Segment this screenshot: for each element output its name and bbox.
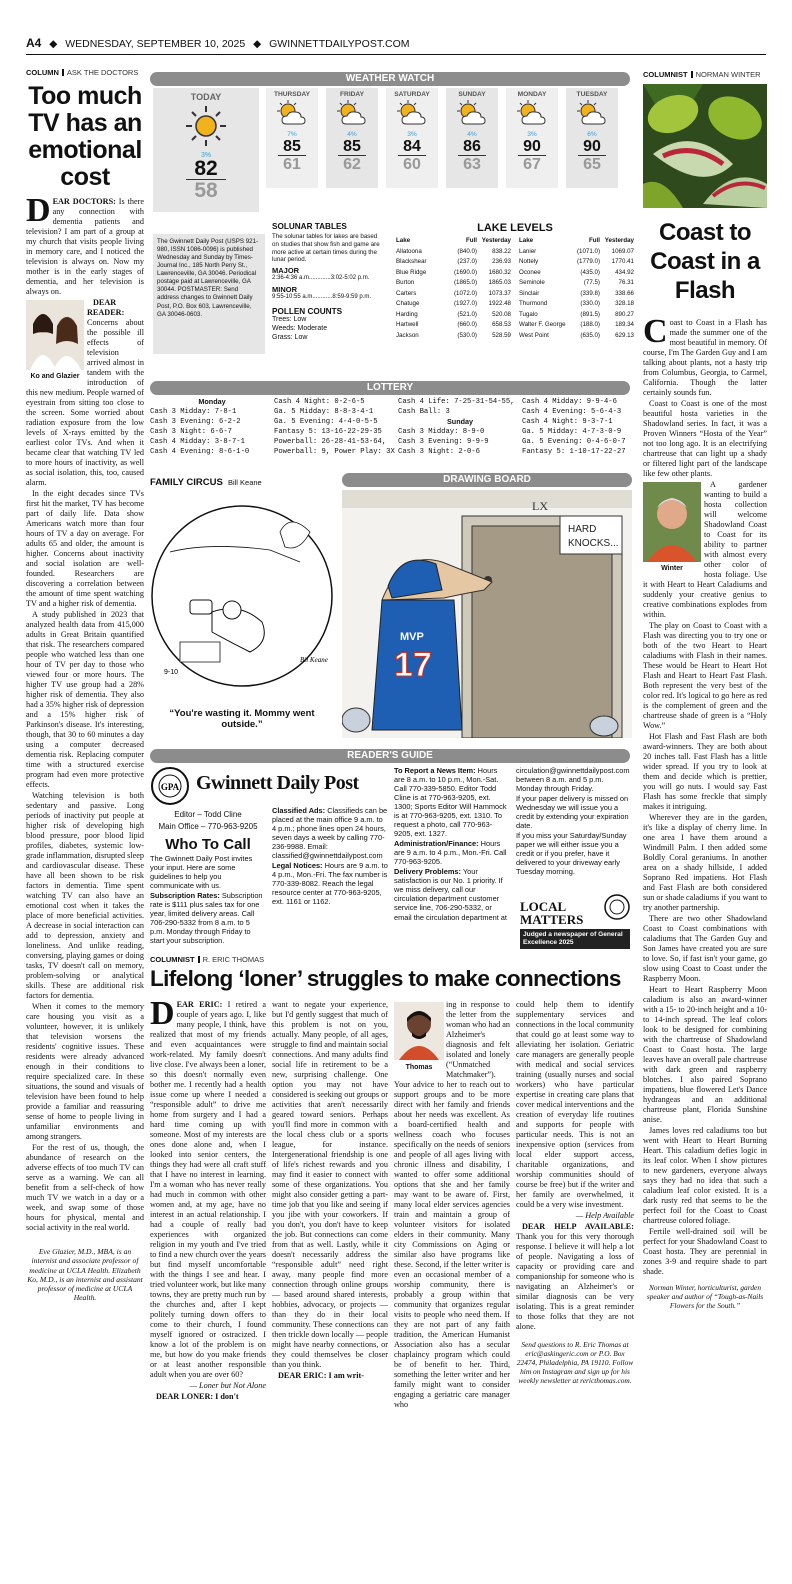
lottery-line: Cash 3 Midday: 7-8-1 xyxy=(150,408,237,416)
lottery-line: Cash 3 Night: 2-0-6 xyxy=(398,448,480,456)
lottery-line: Cash 4 Midday: 3-8-7-1 xyxy=(150,438,245,446)
diamond-icon: ◆ xyxy=(253,38,262,50)
lottery-line: Monday xyxy=(198,397,226,406)
pollen-title: POLLEN COUNTS xyxy=(272,307,343,316)
svg-text:Bil Keane: Bil Keane xyxy=(300,656,328,664)
today-precip: 3% xyxy=(200,152,212,159)
lake-row: Burton (1865.0) 1865.03 xyxy=(396,279,511,286)
lottery-line: Cash 4 Midday: 9-9-4-6 xyxy=(522,398,617,406)
forecast-low: 62 xyxy=(343,156,361,173)
winter-title: Coast to Coast in a Flash xyxy=(650,219,760,304)
jersey-label: MVP xyxy=(400,631,424,643)
lottery-line: Cash 4 Life: 7-25-31-54-55, xyxy=(398,398,515,406)
forecast-day-label: THURSDAY xyxy=(273,91,311,98)
partly-cloudy-icon xyxy=(334,100,370,126)
eric-col-1: DEAR ERIC: I retired a couple of years ago. I, like many people, I think, have realized that most of my friends and even acquaintances were work-related. My family doesn't live close. I've always been a loner, so this doesn't normally even bother me. I recently had a health issue come up where I needed a “responsible adult” to drive me home from surgery and I had a hard time coming up with someone. Most of my interests are ones done alone and, when I looked into senior centers, the things they had were all craft stuff that I have no interest in learning. I'm a woman who has never really had much in common with other women and, at my age, have no interest in an actual relationship. I had a couple of really bad experiences with organized religion in my youth and I've tried to find a new church over the years but find myself uncomfortable with the things I see and hear. I tried volunteer work, but like many towns, they are pretty much run by the churches and, after I kept politely turning down offers to come to their church, I found myself ignored or ostracized. I know a lot of the problem is on me, but how do you make friends or at least another responsible adult when you are over 60? — Loner but Not Alone DEAR LONER: I don't xyxy=(150,1000,266,1401)
winter-kicker: COLUMNIST NORMAN WINTER xyxy=(643,70,761,79)
lottery-header: LOTTERY xyxy=(150,381,630,395)
caladium-photo xyxy=(643,84,767,208)
lottery-line: Cash 4 Night: 0-2-6-5 xyxy=(274,398,365,406)
lake-row: Harding (521.0) 520.08 xyxy=(396,310,511,318)
lake-row: Sinclair (339.8) 338.66 xyxy=(519,289,634,297)
column-kicker: COLUMN ASK THE DOCTORS xyxy=(26,68,139,77)
lottery-line: Cash 4 Evening: 8-6-1-0 xyxy=(150,448,250,456)
doctors-photo xyxy=(26,300,84,384)
lottery-line: Fantasy 5: 13-16-22-29-35 xyxy=(274,428,382,436)
forecast-day xyxy=(446,88,498,188)
forecast-low: 61 xyxy=(283,156,301,173)
drawing-board-header: DRAWING BOARD xyxy=(342,473,632,487)
forecast-low: 60 xyxy=(403,156,421,173)
lottery-results xyxy=(150,397,632,467)
eric-kicker: COLUMNIST R. ERIC THOMAS xyxy=(150,955,265,964)
lottery-line: Ga. 5 Midday: 8-8-3-4-1 xyxy=(274,408,374,416)
today-low: 58 xyxy=(194,179,218,202)
forecast-day xyxy=(566,88,618,188)
weather-today: TODAY 3% 82 58 xyxy=(153,88,259,212)
paper-nameplate: Gwinnett Daily Post xyxy=(196,772,359,794)
lake-row: Thurmond (330.0) 328.18 xyxy=(519,300,634,307)
forecast-high: 90 xyxy=(518,138,546,156)
forecast-precip: 6% xyxy=(587,131,597,138)
forecast-precip: 4% xyxy=(347,131,357,138)
lottery-line: Ga. 5 Evening: 0-4-6-0-7 xyxy=(522,438,626,446)
partly-cloudy-icon xyxy=(274,100,310,126)
forecast-day xyxy=(386,88,438,188)
forecast-precip: 4% xyxy=(467,131,477,138)
cartoon-date: 9-10 xyxy=(164,669,179,676)
page-header xyxy=(26,36,766,50)
lottery-line: Cash Ball: 3 xyxy=(398,408,450,416)
forecast-day-label: TUESDAY xyxy=(576,91,608,98)
winter-photo: Winter xyxy=(643,482,701,574)
readers-guide: GPA Gwinnett Daily Post Editor – Todd Cline Main Office – 770-963-9205 Who To Call The Gwinnett Daily Post invites your input. Here are some guidelines to help you communicate with us. Subscription Rates: Subscription rate is $111 plus sales tax for one year, limited delivery areas. Call 706-290-5332 from 8 a.m. to 5 p.m. Monday through Friday to start your subscription. Classified Ads: Classifieds can be placed at the main office 9 a.m. to 4 p.m.; phone lines open 24 hours, seven days a week by calling 770-236-9988. Email: classified@gwinnettdailypost.com Legal Notices: Hours are 9 a.m. to 4 p.m., Mon.-Fri. The fax number is 770-339-8082. Reach the legal resource center at 770-963-9205, ext. 1161 or 1162. To Report a News Item: Hours are 8 a.m. to 10 p.m., Mon.-Sat. Call 770-339-5850. Editor Todd Cline is at 770-963-9205, ext. 1300; Sports Editor Will Hammock is at 770-963-9205, ext. 1310. To request a photo, call 770-963-9205, ext. 1327. Administration/Finance: Hours are 9 a.m. to 4 p.m., Mon.-Fri. Call 770-963-9205. Delivery Problems: Your satisfaction is our No. 1 priority. If we miss delivery, call our circulation department customer service line, 706-290-5332, or email the circulation department at circulation@gwinnettdailypost.com between 8 a.m. and 5 p.m. Monday through Friday. If your paper delivery is missed on Wednesday we will issue you a credit by extending your expiration date. If you miss your Saturday/Sunday paper we will either issue you a credit or if you prefer, have it delivered to your driveway early Tuesday morning. LOCAL MATTERS Judged a newspaper of General Excellence 2025 xyxy=(150,766,630,954)
forecast-low: 65 xyxy=(583,156,601,173)
partly-cloudy-icon xyxy=(394,100,430,126)
forecast-precip: 7% xyxy=(287,131,297,138)
forecast-precip: 3% xyxy=(407,131,417,138)
lake-header-row: Lake Full Yesterday xyxy=(396,237,511,244)
forecast-day-label: SUNDAY xyxy=(458,91,486,98)
family-circus-caption: “You're wasting it. Mommy went outside.” xyxy=(169,708,315,730)
eric-title: Lifelong ‘loner’ struggles to make connections xyxy=(150,966,621,991)
masthead-info: The Gwinnett Daily Post (USPS 921-980, ISSN 1086-0096) is published Wednesday and Sunday by Times-Journal Inc., 185 North Perry St., Lawrenceville, GA 30046. Periodical postage paid at Lawrenceville, GA 30044. POSTMASTER: Send address changes to Gwinnett Daily Post, P.O. Box 603, Lawrenceville, GA 30046-0603. xyxy=(153,234,265,354)
forecast-day xyxy=(506,88,558,188)
eric-col-2: want to negate your experience, but I'd gently suggest that much of this problem is not on you, actually. Many people, of all ages, struggle to find and maintain social connections. And many adults find social life in retirement to be a new, surprising challenge. One option you may not have considered is seeking out groups or activities that aren't necessarily geared toward seniors. Perhaps you'll find more in common with the local chess club or a sports league, for instance. Intergenerational friendship is one of life's richest rewards and you may find it easier to connect with some of these organizations. You might also consider getting a part-time job that you like and seeing if you jibe with your coworkers. If you don't, you don't have to keep the job. But connections can come from that as well. Lastly, while it doesn't necessarily address the “responsible adult” need right away, many people find more connection through online groups — based around shared interests, hobbies, advocacy, or projects — than they do in their local community. These connections can then trickle down locally — people might have nearby connections, or they could themselves be closer than you think. DEAR ERIC: I am writ- xyxy=(272,1000,388,1380)
lake-row: Jackson (530.0) 528.59 xyxy=(396,331,511,339)
lake-row: Chatuge (1927.0) 1922.48 xyxy=(396,300,511,307)
lottery-line: Cash 4 Night: 9-3-7-1 xyxy=(522,418,613,426)
sign-text: HARD xyxy=(568,524,597,535)
lottery-line: Cash 3 Evening: 9-9-9 xyxy=(398,438,489,446)
lake-row: West Point (635.0) 629.13 xyxy=(519,331,634,339)
drawing-board-cartoon xyxy=(342,490,632,738)
photo-caption: Ko and Glazier xyxy=(30,373,80,380)
partly-cloudy-icon xyxy=(454,100,490,126)
lottery-line: Cash 4 Evening: 5-6-4-3 xyxy=(522,408,622,416)
page-number: A4 xyxy=(26,36,42,50)
lottery-line: Ga. 5 Evening: 4-4-0-5-5 xyxy=(274,418,378,426)
lake-row: Carters (1072.0) 1073.37 xyxy=(396,289,511,297)
family-circus-cartoon xyxy=(150,492,334,704)
lottery-line: Cash 3 Night: 6-6-7 xyxy=(150,428,232,436)
header-site: GWINNETTDAILYPOST.COM xyxy=(269,38,410,50)
lake-levels: LAKE LEVELS Lake Full Yesterday Allatoona (840.0) 838.22 Blackshear (237.0) 236.93 Blue Ridge (1690.0) 1680.32 Burton (1865.0) 1865.03 Carters (1072.0) 1073.37 Chatuge (1927.0) 1922.48 Harding (521.0) 520.08 Hartwell (660.0) 658.53 Jackson (530.0) 528.59 Lake Full Yesterday Lanier (1071.0) 1069.07 Nottely (1779.0) 1770.41 Oconee (435.0) 434.92 Seminole (77.5) 76.31 Sinclair (339.8) 338.66 Thurmond (330.0) 328.18 Tugalo (891.5) 890.27 Walter F. George (188.0) 189.34 West Point (635.0) 629.13 xyxy=(396,222,634,372)
solunar-tables: SOLUNAR TABLES The solunar tables for lakes are based on studies that show fish and game are more active at certain times during the lunar period. MAJOR 2:36-4:36 a.m.............3:02-5:02 p.m. MINOR 9:55-10:55 a.m............8:59-9:59 p.m. POLLEN COUNTS Trees: Low Weeds: Moderate Grass: Low xyxy=(272,222,384,352)
article-body: DEAR DOCTORS: Is there any connection with dementia patients and television? I am part of a group at my church that visits people living in memory care, and I noticed the television is always on. Now my mother is in the early stages of dementia, and her television is always on. Ko and Glazier DEAR READER: Concerns about the possible ill effects of television arrived almost in tandem with the introduction of this new medium. People warned of eyestrain from sitting too close to the screen. Some worried about radiation exposure from the low levels of X-rays emitted by the earliest color TVs. And when it became clear that watching TV led to more hours of inactivity, as well as social isolation, this, too, caused alarm. In the eight decades since TVs first hit the market, TV has become part of daily life. Data show Americans watch more than four hours of TV a day on average. For adults 65 and older, the amount is higher. Concerns about inactivity and social isolation are well-founded. Researchers are discovering a correlation between the amount of time spent watching TV and a higher risk of dementia. A study published in 2023 that analyzed health data from 415,000 adults in Great Britain quantified that risk. The researchers compared people who watched less than one hour of TV per day to those who viewed four or more hours. The higher TV use group had a 28% higher risk of dementia. They also had a 35% higher risk of depression and a 15% higher risk of Parkinson's disease. It's interesting, though, that 30 to 60 minutes a day using a computer decreased dementia risk. Replacing computer time with a structured exercise program had even more protective effects. Watching television is both sedentary and passive. Long periods of inactivity put people at higher risk of developing high blood pressure, poor blood lipid profiles, diabetes, systemic low-grade inflammation, disrupted sleep and cardiovascular disease. These have all been shown to be risk factors in dementia. Time spent watching TV can also have an emotional cost when it takes the place of more beneficial activities. A decrease in social interaction can add to depression, anxiety and loneliness. And unlike reading, conversing, playing games or doing tasks, TV doesn't call on memory, problem-solving or analytical skills. These are additional risk factors for dementia. When it comes to the memory care housing you visit as a volunteer, however, it is unlikely that television worsens the residents' cognitive issues. These residents were already advanced enough in their conditions to require specialized care. In these situations, the sound and visuals of television have been found to help provide a familiar and reassuring sense of home to people living in unfamiliar environments and among strangers. For the rest of us, though, the abundance of research on the adverse effects of too much TV can serve as a warning. We can all benefit from a self-check of how much TV we watch in a day or a week, and swap some of those hours for physical, mental and social activity in the real world. Eve Glazier, M.D., MBA, is an internist and associate professor of medicine at UCLA Health. Elizabeth Ko, M.D., is an internist and assistant professor of medicine at UCLA Health. xyxy=(26,197,144,1303)
forecast-day-label: MONDAY xyxy=(517,91,547,98)
forecast-high: 90 xyxy=(578,138,606,156)
lottery-line: Sunday xyxy=(447,417,473,426)
lake-row: Allatoona (840.0) 838.22 xyxy=(396,247,511,255)
header-date: WEDNESDAY, SEPTEMBER 10, 2025 xyxy=(65,38,246,50)
header-rule xyxy=(26,54,766,55)
svg-text:GPA: GPA xyxy=(160,782,180,792)
forecast-day-label: SATURDAY xyxy=(394,91,430,98)
forecast-low: 67 xyxy=(523,156,541,173)
forecast-day xyxy=(266,88,318,188)
lake-row: Walter F. George (188.0) 189.34 xyxy=(519,321,634,328)
who-to-call-title: Who To Call xyxy=(165,836,251,853)
forecast-high: 85 xyxy=(278,138,306,156)
forecast-day xyxy=(326,88,378,188)
drop-cap: D xyxy=(26,197,51,229)
partly-cloudy-icon xyxy=(574,100,610,126)
forecast-low: 63 xyxy=(463,156,481,173)
lake-row: Lanier (1071.0) 1069.07 xyxy=(519,247,634,255)
today-high: 82 xyxy=(186,159,226,180)
lottery-line: Ga. 5 Midday: 4-7-3-0-9 xyxy=(522,428,622,436)
svg-text:KNOCKS...: KNOCKS... xyxy=(568,538,619,549)
roman-numeral: LX xyxy=(532,499,548,513)
lake-row: Nottely (1779.0) 1770.41 xyxy=(519,258,634,265)
left-column xyxy=(26,68,144,1568)
forecast-day-label: FRIDAY xyxy=(340,91,364,98)
forecast-high: 84 xyxy=(398,138,426,156)
lake-row: Tugalo (891.5) 890.27 xyxy=(519,310,634,318)
lottery-line: Fantasy 5: 1-10-17-22-27 xyxy=(522,448,626,456)
lake-header-row: Lake Full Yesterday xyxy=(519,237,634,244)
lake-row: Hartwell (660.0) 658.53 xyxy=(396,321,511,328)
article-title: Too much TV has an emotional cost xyxy=(28,82,142,191)
lake-row: Blackshear (237.0) 236.93 xyxy=(396,258,511,265)
diamond-icon: ◆ xyxy=(49,38,58,50)
lake-row: Seminole (77.5) 76.31 xyxy=(519,279,634,286)
lake-row: Oconee (435.0) 434.92 xyxy=(519,268,634,276)
sun-icon xyxy=(184,104,228,148)
local-matters-badge: LOCAL MATTERS Judged a newspaper of General Excellence 2025 xyxy=(520,900,630,949)
lottery-line: Powerball: 9, Power Play: 3X xyxy=(274,448,395,456)
eric-col-3: ing in response to the letter from the woman who had an Alzheimer's diagnosis and felt isolated and lonely (“Unmatched Matchmaker”). Your advice to her to reach out to support groups and to be more direct with her family and friends about her needs was excellent. As a board-certified health and wellness coach who focuses specifically on the needs of seniors and people of all ages living with chronic illness and disability, I wanted to offer some additional options that she and her family may want to be aware of. First, many local elder services agencies train and maintain a group of volunteer visitors for isolated elders in their community. Many city Commissions on Aging or similar also have programs like these. Second, if the letter writer is even an occasional member of a worship community, there is probably a group within that community that organizes regular visits to people who need them. If they are not part of any faith tradition, the American Humanist Association also has a secular chaplaincy program which could be of benefit to her. Third, something the letter writer and her family might want to consider engaging a geriatric care manager who xyxy=(394,1000,510,1409)
author-bio: Eve Glazier, M.D., MBA, is an internist and associate professor of medicine at UCLA Health. Elizabeth Ko, M.D., is an internist and assistant professor of medicine at UCLA Health. xyxy=(27,1247,143,1303)
eric-photo: Thomas xyxy=(394,1002,444,1070)
gpa-seal xyxy=(150,766,190,806)
forecast-precip: 3% xyxy=(527,131,537,138)
readers-guide-header: READER'S GUIDE xyxy=(150,749,630,763)
weather-forecast xyxy=(266,88,632,188)
partly-cloudy-icon xyxy=(514,100,550,126)
jersey-number: 17 xyxy=(394,646,432,684)
lottery-line: Powerball: 26-28-41-53-64, xyxy=(274,438,387,446)
forecast-high: 85 xyxy=(338,138,366,156)
forecast-high: 86 xyxy=(458,138,486,156)
family-circus: FAMILY CIRCUS Bill Keane 9-10 Bil Keane “You're wasting it. Mommy went outside.” xyxy=(150,470,334,745)
office-line: Main Office – 770-963-9205 xyxy=(158,822,258,831)
lottery-line: Cash 3 Midday: 8-9-0 xyxy=(398,428,485,436)
lake-row: Blue Ridge (1690.0) 1680.32 xyxy=(396,268,511,276)
weather-header: WEATHER WATCH xyxy=(150,72,630,86)
editor-line: Editor – Todd Cline xyxy=(174,810,242,819)
winter-body: Coast to Coast in a Flash has made the summer one of the most beautiful in memory. Of course, I'm The Garden Guy and I am talking about plants, not a hasty trip from Columbus, Georgia, to Carmel, California. Though the latter certainly sounds fun. Coast to Coast is one of the most beautiful hosta varieties in the Shadowland series. In fact, it was a Proven Winners “Hosta of the Year” not too long ago. It is an electrifying chartreuse that can light up a shady or filtered light part of the landscape like few other plants. Winter A gardener wanting to build a hosta collection will welcome Shadowland Coast to Coast for its ability to partner with almost every other color of hosta foliage. Use it with Heart to Heart Caladiums and suddenly your creative genius to creative combinations explodes from within. The play on Coast to Coast with a Flash was directing you to try one or both of the two Heart to Heart caladiums with Flash in their names. These would be Heart to Heart Hot Flash and Heart to Heart Fast Flash. Both represent the very best of the color red. It's logical to go here as red is the complement of green and the chartreuse shade of green is a “Holy Wow.” Hot Flash and Fast Flash are both award-winners. They are both about 20 inches tall. Fast Flash has a little wider spread. If you try to look at them and decide which is prettier, you will go nuts. I would say Fast Flash has some freckle that simply makes it intriguing. Wherever they are in the garden, it's like a display of cherry lime. In one area I have them around a Windmill Palm. I then added some Boldly Coral geraniums. In another area on a shady hillside, I added Soprano Red impatiens. Hot Flash and Fast Flash are both considered sun or shade caladiums if you want to try another partnership. There are two other Shadowland Coast to Coast combinations with caladiums that The Garden Guy and Son James have created you are sure to love. So, if fast isn't your game, go slow using Coast to Coast under the Raspberry Moon. Heart to Heart Raspberry Moon caladium is also an award-winner with a 15- to 20-inch height and a 10- to 14-inch spread. The leaf colors look to be designed for combining with the chartreuse of Shadowland Coast to Coast hosta. The large leaves have an overall pale chartreuse with dark green and raspberry blotches. I also paired Soprano impatiens, blue flowered Let's Dance hydrangeas and an additional chartreuse plant, Florida Sunshine anise. James loves red caladiums too but went with Heart to Heart Burning Heart. This caladium defies logic in its leaf color. When I show pictures to new gardeners, everyone always says they had no idea that such a caladium leaf color existed. It is a dark rusty red that seems to be the perfect foil for the Coast to Coast chartreuse colored foliage. Fertile well-drained soil will be perfect for your Shadowland Coast to Coast hosta. They are perennial in zones 3-9 and require shade to part shade. Norman Winter, horticulturist, garden speaker and author of “Tough-as-Nails Flowers for the South.” xyxy=(643,318,767,1311)
lottery-line: Cash 3 Evening: 6-2-2 xyxy=(150,418,241,426)
eric-col-4: could help them to identify supplementary services and connections in the local community that could go at least some way to alleviating her isolation. Geriatric care managers are generally people with medical and social services training (usually nurses and social workers) who have particular expertise in creating care plans that cover medical interventions and the creation of everyday life routines and supports for people with particular needs. This is not an inexpensive option (services from local elder support access, charitable organizations, and worship communities should of course be free) but if the writer and her family are overwhelmed, it could be a very wise investment. — Help Available DEAR HELP AVAILABLE: Thank you for this very thorough response. I believe it will help a lot of people. Navigating a loss of capacity or providing care and companionship for someone who is navigating an Alzheimer's or similar diagnosis can be very isolating. This is a great reminder to those folks that they are not alone. Send questions to R. Eric Thomas at eric@askingeric.com or P.O. Box 22474, Philadelphia, PA 19110. Follow him on Instagram and sign up for his weekly newsletter at rericthomas.com. xyxy=(516,1000,634,1386)
